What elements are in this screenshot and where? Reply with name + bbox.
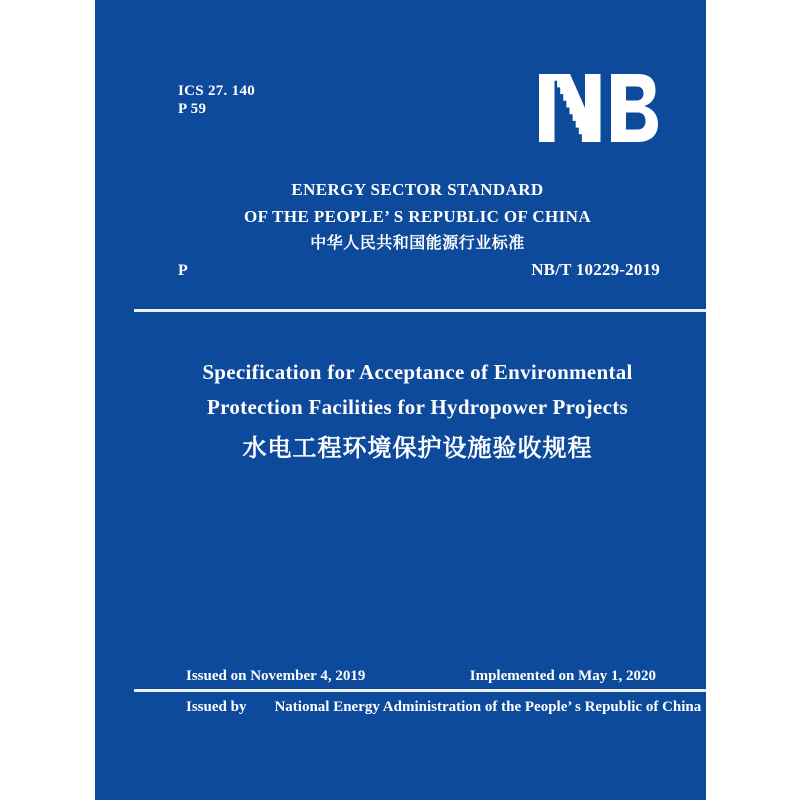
- title-en-line-2: Protection Facilities for Hydropower Projects: [207, 395, 628, 419]
- header-line-en-1: ENERGY SECTOR STANDARD: [291, 180, 544, 199]
- issuer-label: Issued by: [186, 699, 247, 715]
- issued-date: Issued on November 4, 2019: [186, 668, 366, 684]
- title-block: [134, 355, 701, 466]
- divider-top: [134, 309, 706, 312]
- nb-logo-icon: [539, 74, 658, 142]
- standard-header: [134, 176, 701, 257]
- classification-letter: P: [178, 262, 188, 279]
- dates-row: [186, 668, 656, 685]
- divider-bottom: [134, 689, 706, 692]
- standard-cover: [95, 0, 706, 800]
- designation-row: [178, 260, 660, 280]
- issuer-name: National Energy Administration of the People’ s Republic of China: [274, 699, 702, 715]
- header-line-zh: 中华人民共和国能源行业标准: [310, 235, 525, 252]
- implemented-date: Implemented on May 1, 2020: [469, 668, 656, 684]
- issuer-row: [186, 699, 702, 716]
- class-code: P 59: [178, 101, 207, 117]
- ics-codes: [178, 82, 255, 118]
- title-zh: 水电工程环境保护设施验收规程: [242, 436, 593, 462]
- title-en-line-1: Specification for Acceptance of Environmental: [202, 360, 633, 384]
- standard-number: NB/T 10229-2019: [531, 260, 660, 279]
- ics-code: ICS 27. 140: [178, 83, 256, 99]
- header-line-en-2: OF THE PEOPLE’ S REPUBLIC OF CHINA: [243, 207, 592, 226]
